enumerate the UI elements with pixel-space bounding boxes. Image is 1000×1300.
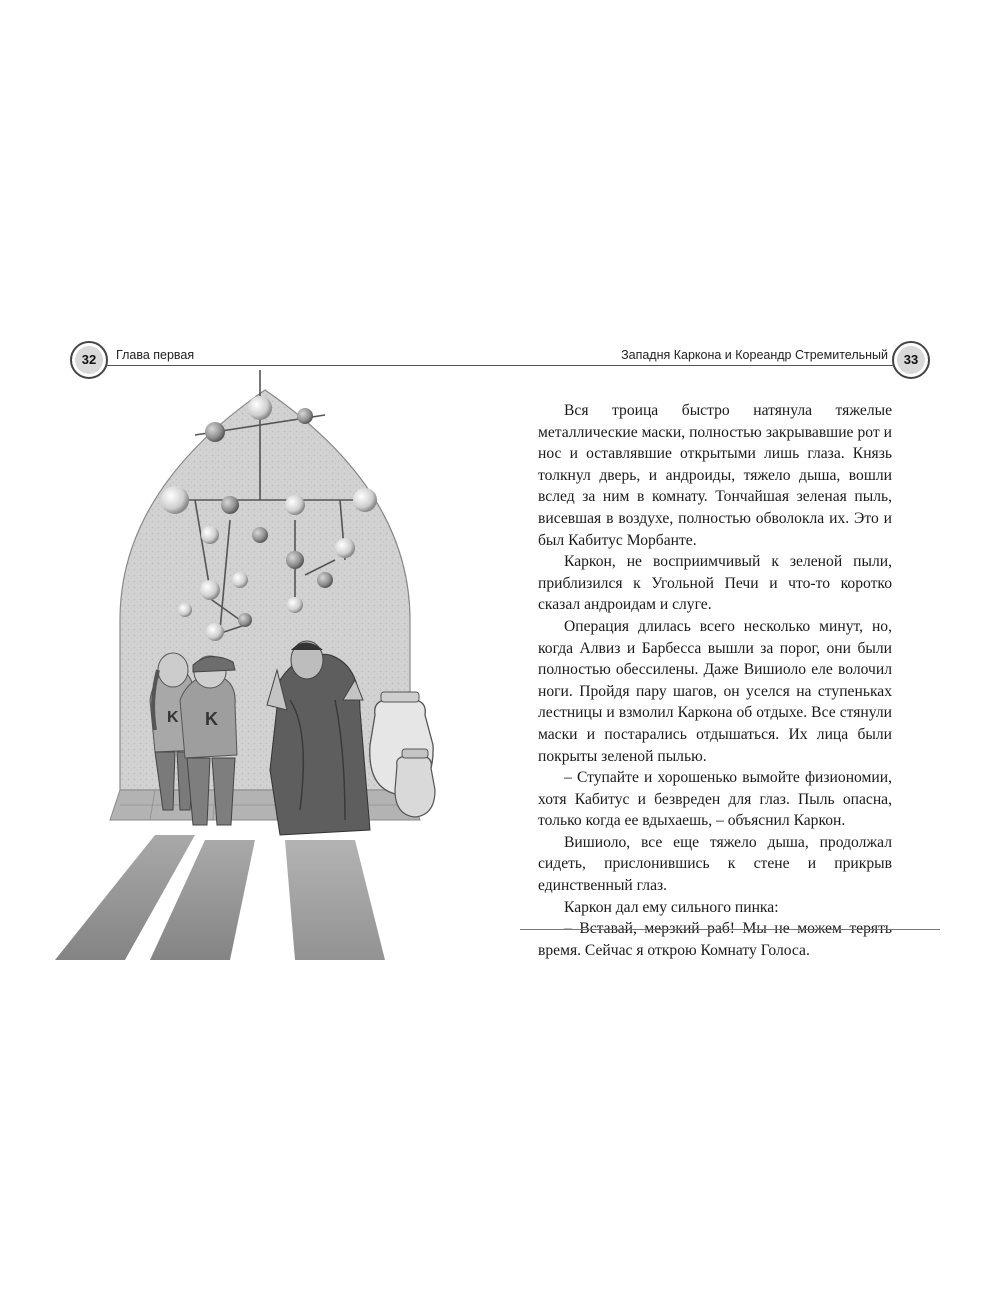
left-page-number: 32 <box>81 352 97 367</box>
right-page-text <box>538 400 892 961</box>
paragraph: Вся троица быстро натянула тяжелые металлические маски, полностью закрывавшие рот и нос и оставлявшие открытыми лишь глаза. Князь толкнул дверь, и андроиды, тяжело дыша, вошли вслед за ним в комнату. Тончайшая зеленая пыль, висевшая в воздухе, полностью обволокла их. Это и был Кабитус Морбанте. <box>538 402 892 549</box>
paragraph: Операция длилась всего несколько минут, но, когда Алвиз и Барбесса вышли за порог, они были полностью обессилены. Даже Вишиоло еле волочил ноги. Пройдя пару шагов, он уселся на ступеньках лестницы и взмолил Каркона об отдыхе. Все стянули маски и постарались отдышаться. Их лица были покрыты зеленой пылью. <box>538 617 892 765</box>
right-page-number-badge <box>892 341 930 379</box>
shirt-letter-right: K <box>205 709 218 729</box>
figure-shadow <box>285 840 385 960</box>
right-page-number: 33 <box>903 352 919 367</box>
paragraph: – Вставай, мерзкий раб! Мы не можем терять время. Сейчас я открою Комнату Голоса. <box>538 920 892 959</box>
chapter-illustration <box>55 370 485 960</box>
paragraph: Вишиоло, все еще тяжело дыша, продолжал сидеть, прислонившись к стене и прикрыв единственный глаз. <box>538 833 892 895</box>
shirt-letter-left: K <box>167 709 179 726</box>
bottom-rule <box>520 929 940 930</box>
paragraph: Каркон дал ему сильного пинка: <box>564 898 779 916</box>
left-running-head: Глава первая <box>116 348 195 362</box>
paragraph: Каркон, не восприимчивый к зеленой пыли, приблизился к Угольной Печи и что-то коротко сказал андроидам и слуге. <box>538 553 892 614</box>
paragraph: – Ступайте и хорошенько вымойте физиономии, хотя Кабитус и безвреден для глаз. Пыль опасна, только когда ее вдыхаешь, – объяснил Каркон. <box>538 769 892 830</box>
header-rule <box>88 365 912 366</box>
right-running-head: Западня Каркона и Кореандр Стремительный <box>621 348 888 362</box>
